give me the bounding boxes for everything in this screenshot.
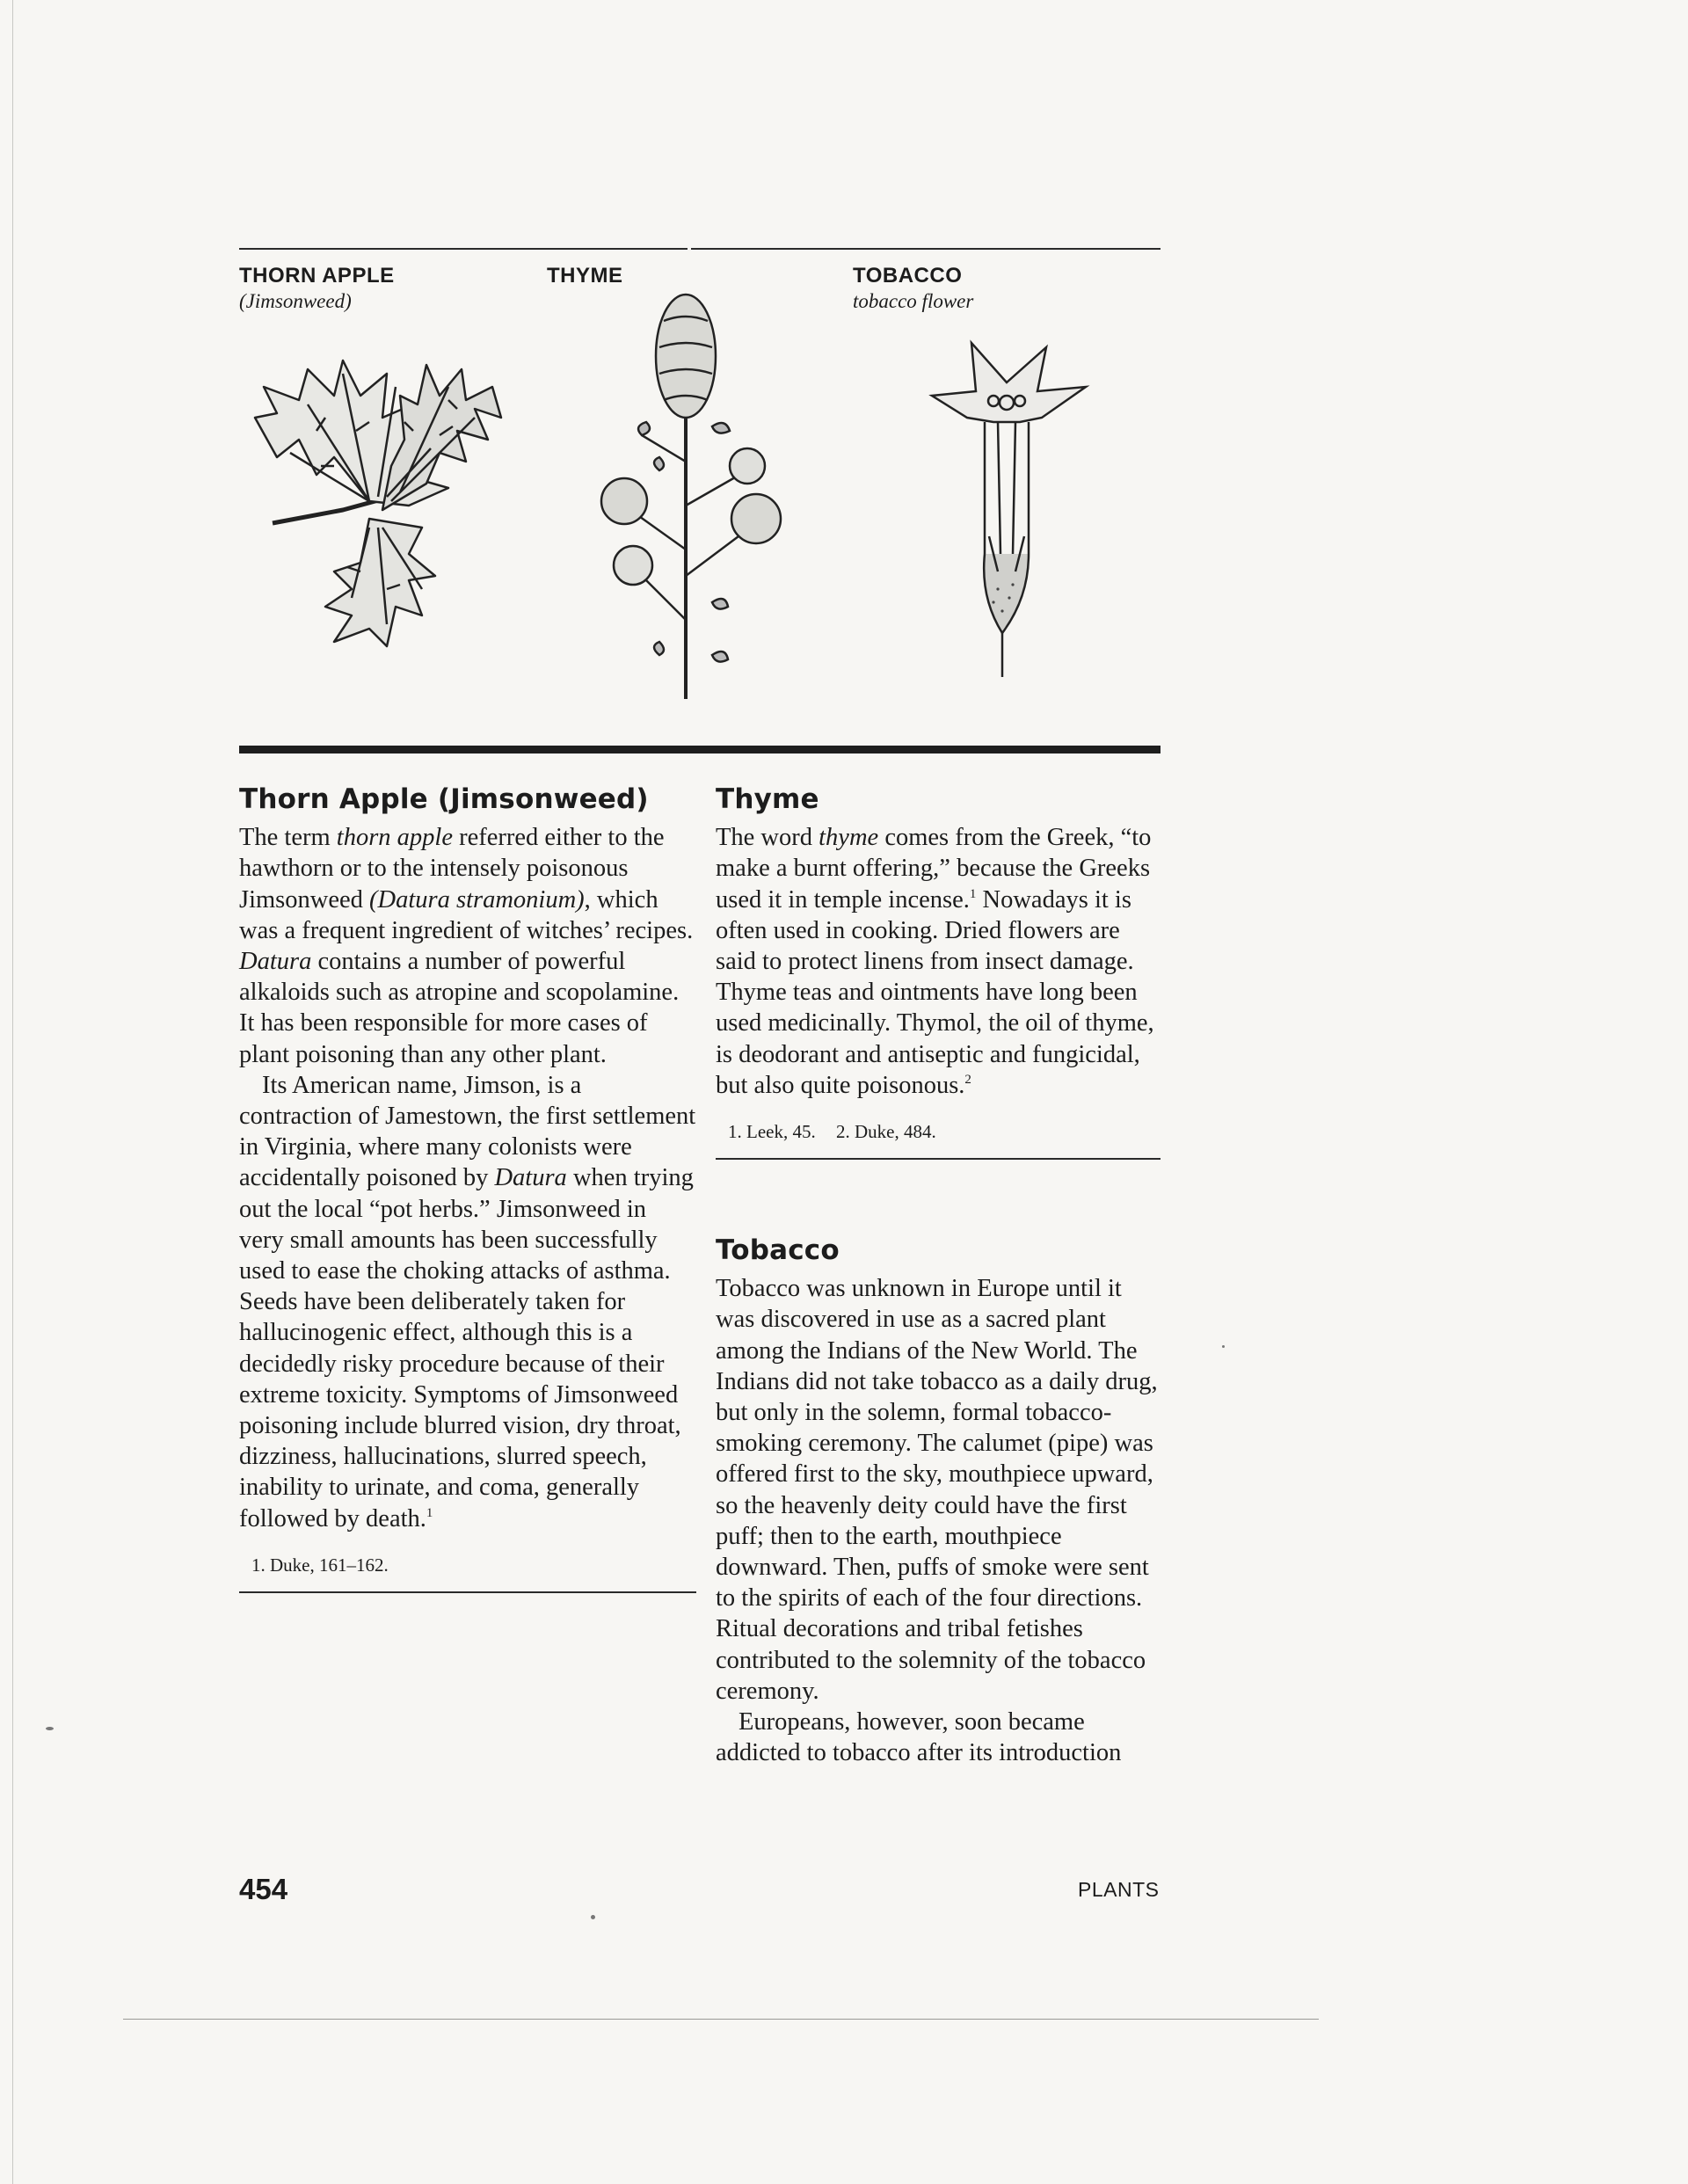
page-number: 454 [239, 1873, 288, 1905]
article-heading: Tobacco [716, 1234, 840, 1266]
footnote: 1. Duke, 161–162. [251, 1554, 389, 1576]
footnote: 2. Duke, 484. [835, 1121, 936, 1143]
footnotes [239, 1550, 696, 1593]
article-paragraph [239, 1070, 696, 1534]
text-run: The term [239, 824, 337, 852]
figure-caption-thyme [547, 264, 623, 288]
text-run: Its American name, Jimson, is a contraction of Jamestown, the first settlement in Virginia, where many colonists were accidentally poisoned by [239, 1071, 696, 1192]
italic-term: Datura [494, 1164, 567, 1192]
figure-caption-tobacco [853, 264, 973, 313]
figure-name: THORN APPLE [239, 264, 395, 288]
italic-term: Datura [239, 948, 312, 976]
italic-term: thyme [819, 824, 879, 852]
article-heading: Thyme [716, 783, 819, 815]
article-tobacco [716, 1235, 1160, 1768]
article-thorn-apple [239, 784, 696, 1593]
running-head: PLANTS [1078, 1878, 1160, 1901]
article-thyme [716, 784, 1160, 1160]
text-run: referred either to the hawthorn or to the intensely poisonous Jimsonweed [239, 824, 665, 914]
top-rule-left [239, 248, 688, 250]
figure-subtitle: tobacco flower [853, 290, 974, 312]
italic-term: (Datura stramonium) [369, 885, 585, 914]
scan-speck [1222, 1345, 1225, 1348]
text-run: Nowadays it is often used in cooking. Dried flowers are said to protect linens from insect damage. Thyme teas and ointments have long been used medicinally. Thymol, the oil of thyme, is deodorant and antiseptic and fungicidal, but also quite poisonous. [716, 885, 1154, 1099]
thyme-sprig-illustration [571, 286, 800, 708]
text-run: contains a number of powerful alkaloids such as atropine and scopolamine. It has been responsible for more cases of plant poisoning than any other plant. [239, 948, 680, 1068]
article-paragraph: Tobacco was unknown in Europe until it was discovered in use as a sacred plant among the Indians of the New World. The Indians did not take tobacco as a daily drug, but only in the solemn, formal tobacco-smoking ceremony. The calumet (pipe) was offered first to the sky, mouthpiece upward, so the heavenly deity could have the first puff; then to the earth, mouthpiece downward. Then, puffs of smoke were sent to the spirits of each of the four directions. Ritual decorations and tribal fetishes contributed to the solemnity of the tobacco ceremony. [716, 1275, 1158, 1705]
figure-caption-thorn-apple [239, 264, 395, 313]
text-run: when trying out the local “pot herbs.” Jimsonweed in very small amounts has been successfully used to ease the choking attacks of asthma. Seeds have been deliberately taken for hallucinogenic effect, although this is a decidedly risky procedure because of their extreme toxicity. Symptoms of Jimsonweed poisoning include blurred vision, dry throat, dizziness, hallucinations, slurred speech, inability to urinate, and coma, generally followed by death. [239, 1164, 694, 1532]
footnotes [716, 1117, 1160, 1160]
text-run: , which was a frequent ingredient of witches’ recipes. [239, 885, 694, 944]
article-heading: Thorn Apple (Jimsonweed) [239, 783, 649, 815]
scan-left-edge [12, 0, 13, 2184]
text-run: The word [716, 824, 819, 852]
scan-edge-line [123, 2019, 1319, 2020]
footnote-ref: 1 [969, 886, 977, 901]
scan-speck [46, 1727, 54, 1730]
scan-speck [591, 1915, 595, 1919]
footnote-ref: 1 [426, 1505, 433, 1520]
footnote: 1. Leek, 45. [728, 1121, 816, 1143]
article-paragraph [239, 822, 696, 1070]
tobacco-flower-illustration [914, 334, 1099, 686]
figure-name: TOBACCO [853, 264, 963, 288]
italic-term: thorn apple [336, 824, 453, 852]
thorn-apple-leaf-illustration [237, 334, 528, 659]
figure-name: THYME [547, 264, 623, 288]
footnote-ref: 2 [964, 1072, 971, 1087]
section-divider-rule [239, 746, 1160, 753]
figure-subtitle: (Jimsonweed) [239, 290, 352, 312]
article-paragraph [716, 822, 1160, 1101]
article-paragraph: Europeans, however, soon became addicted to tobacco after its introduction [716, 1708, 1122, 1767]
text-run: comes from the Greek, “to make a burnt offering,” because the Greeks used it in temple incense. [716, 824, 1152, 914]
top-rule-right [691, 248, 1160, 250]
